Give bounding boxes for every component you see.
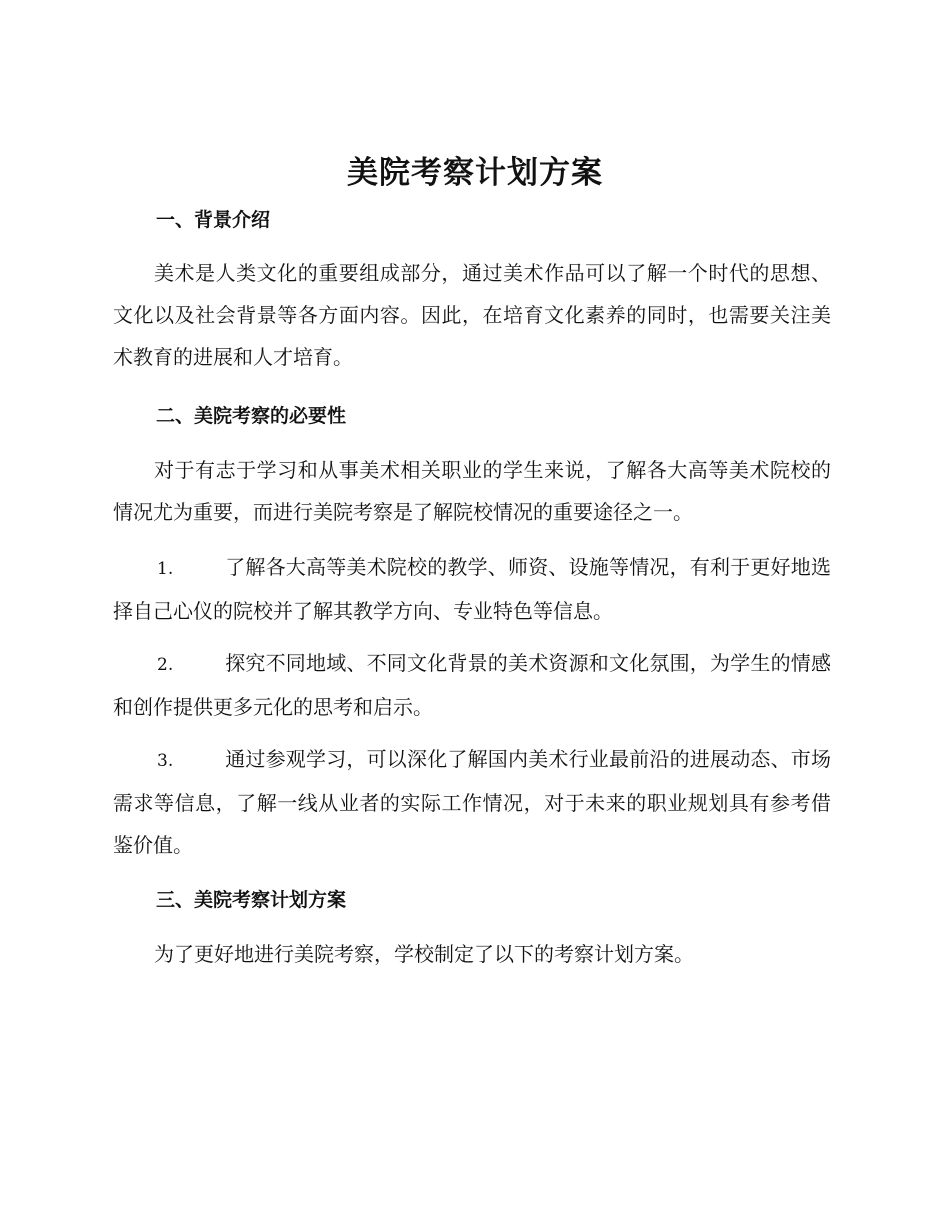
- list-item-number: 3.: [157, 751, 174, 771]
- section-heading-background: 一、背景介绍: [156, 209, 271, 231]
- section-heading-necessity: 二、美院考察的必要性: [156, 405, 347, 427]
- list-item: [113, 738, 831, 866]
- list-item: [113, 642, 831, 728]
- paragraph-necessity: 对于有志于学习和从事美术相关职业的学生来说，了解各大高等美术院校的情况尤为重要，而进行美院考察是了解院校情况的重要途径之一。: [113, 458, 831, 524]
- list-item: [113, 546, 831, 632]
- list-item-text: 探究不同地域、不同文化背景的美术资源和文化氛围，为学生的情感和创作提供更多元化的思考和启示。: [113, 651, 831, 719]
- list-item-number: 2.: [157, 655, 174, 675]
- list-item-text: 通过参观学习，可以深化了解国内美术行业最前沿的进展动态、市场需求等信息，了解一线从业者的实际工作情况，对于未来的职业规划具有参考借鉴价值。: [113, 747, 831, 857]
- list-item-number: 1.: [157, 559, 174, 579]
- list-item-text: 了解各大高等美术院校的教学、师资、设施等情况，有利于更好地选择自己心仪的院校并了解其教学方向、专业特色等信息。: [113, 555, 831, 623]
- page-title: 美院考察计划方案: [347, 155, 603, 191]
- section-heading-plan: 三、美院考察计划方案: [156, 889, 347, 911]
- paragraph-plan: 为了更好地进行美院考察，学校制定了以下的考察计划方案。: [154, 942, 694, 966]
- paragraph-background: 美术是人类文化的重要组成部分，通过美术作品可以了解一个时代的思想、文化以及社会背景等各方面内容。因此，在培育文化素养的同时，也需要关注美术教育的进展和人才培育。: [113, 261, 831, 369]
